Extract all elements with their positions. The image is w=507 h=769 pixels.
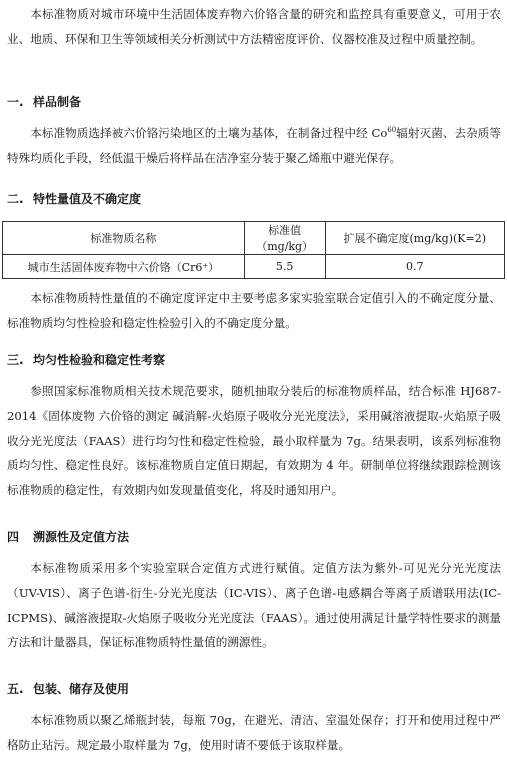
section-4-title: 溯源性及定值方法 (33, 530, 130, 544)
isotope-superscript: 60 (387, 126, 397, 135)
section-4-paragraph: 本标准物质采用多个实验室联合定值方式进行赋值。定值方法为紫外-可见光分光光度法（UV-VIS）、离子色谱-衍生-分光光度法（IC-VIS）、离子色谱-电感耦合等离子质谱联用法(IC-ICPMS)、碱溶液提取-火焰原子吸收分光光度法（FAAS）。通过使用满足计量学特性要求的测量方法和计量器具，保证标准物质特性量值的溯源性。 (7, 561, 501, 650)
section-2-paragraph: 本标准物质特性量值的不确定度评定中主要考虑多家实验室联合定值引入的不确定度分量、标准物质均匀性检验和稳定性检验引入的不确定度分量。 (7, 291, 501, 330)
cell-value: 5.5 (244, 255, 325, 279)
table-row (3, 255, 505, 279)
section-1-text-b: 辐射灭菌、去杂质等特殊均质化手段，经低温干燥后将样品在洁净室分装于聚乙烯瓶中避光保存。 (7, 126, 501, 165)
cell-name: 城市生活固体废弃物中六价铬（Cr6⁺） (3, 255, 245, 279)
table-header-row (3, 222, 505, 255)
section-5-heading (7, 681, 501, 697)
section-1-title: 样品制备 (33, 95, 82, 109)
section-2-title: 特性量值及不确定度 (33, 192, 142, 206)
section-1-heading (7, 94, 501, 110)
section-4-heading (7, 529, 501, 545)
section-3-heading (7, 352, 501, 368)
section-4-number: 四 (7, 530, 20, 544)
section-1-paragraph (7, 121, 501, 171)
intro-paragraph: 本标准物质对城市环境中生活固体废弃物六价铬含量的研究和监控具有重要意义，可用于农业、地质、环保和卫生等领域相关分析测试中方法精密度评价、仪器校准及过程中质量控制。 (7, 7, 501, 46)
section-3-paragraph: 参照国家标准物质相关技术规范要求，随机抽取分装后的标准物质样品，结合标准 HJ687-2014《固体废物 六价铬的测定 碱消解-火焰原子吸收分光光度法》，采用碱溶液提取-火焰原子吸收分光光度法（FAAS）进行均匀性和稳定性检验，最小取样量为 7g。结果表明，该系列标准物质均匀性、稳定性良好。该标准物质自定值日期起，有效期为 4 年。研制单位将继续跟踪检测该标准物质的稳定性，有效期内如发现量值变化，将及时通知用户。 (7, 384, 501, 498)
section-2-heading (7, 191, 501, 207)
section-3-number: 三. (7, 353, 24, 367)
section-5-title: 包装、储存及使用 (33, 682, 130, 696)
section-5-paragraph: 本标准物质以聚乙烯瓶封装，每瓶 70g，在避光、清洁、室温处保存；打开和使用过程中严格防止玷污。规定最小取样量为 7g，使用时请不要低于该取样量。 (7, 713, 501, 752)
header-cell-name: 标准物质名称 (3, 222, 245, 255)
section-2-number: 二. (7, 192, 24, 206)
section-5-number: 五. (7, 682, 24, 696)
cell-uncertainty: 0.7 (325, 255, 504, 279)
section-1-number: 一. (7, 95, 24, 109)
header-cell-value: 标准值（mg/kg） (244, 222, 325, 255)
section-1-text-a: 本标准物质选择被六价铬污染地区的土壤为基体，在制备过程中经 Co (30, 126, 388, 140)
section-3-title: 均匀性检验和稳定性考察 (33, 353, 166, 367)
header-cell-uncertainty: 扩展不确定度(mg/kg)(K=2) (325, 222, 504, 255)
property-table (2, 221, 505, 279)
